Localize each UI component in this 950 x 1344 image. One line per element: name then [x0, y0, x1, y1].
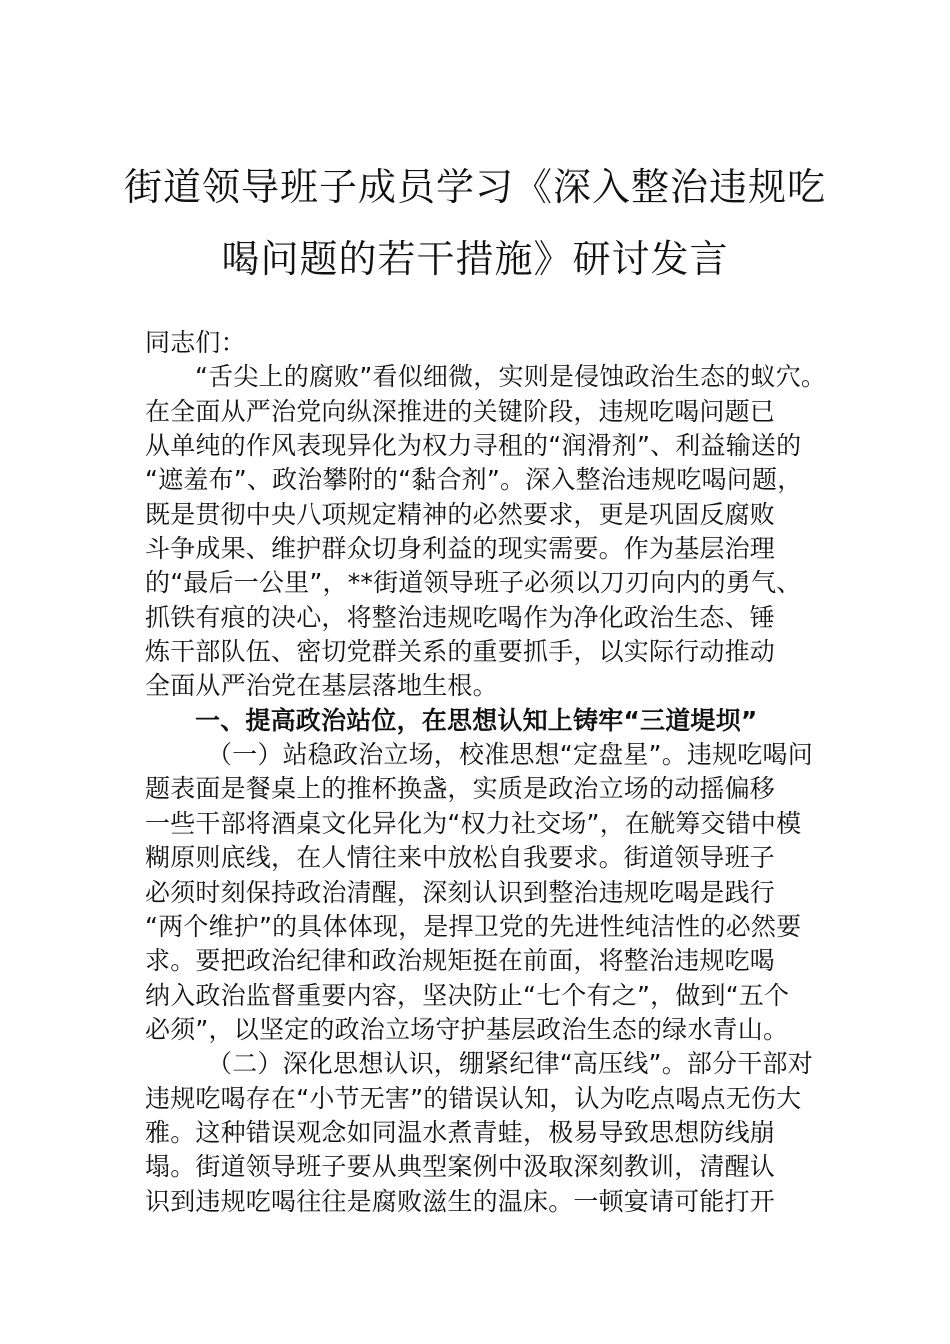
paragraph-line: 一些干部将酒桌文化异化为“权力社交场”，在觥筹交错中模	[145, 808, 802, 838]
paragraph-line: 的“最后一公里”，**街道领导班子必须以刀刃向内的勇气、	[145, 568, 802, 598]
paragraph-line: 求。要把政治纪律和政治规矩挺在前面，将整治违规吃喝	[145, 946, 776, 976]
paragraph-line: 必须”，以坚定的政治立场守护基层政治生态的绿水青山。	[145, 1014, 789, 1044]
paragraph-line: 从单纯的作风表现异化为权力寻租的“润滑剂”、利益输送的	[145, 431, 802, 461]
document-body	[145, 326, 835, 1219]
paragraph-line: 炼干部队伍、密切党群关系的重要抓手，以实际行动推动	[145, 637, 776, 667]
paragraph-line: 塌。街道领导班子要从典型案例中汲取深刻教训，清醒认	[145, 1152, 776, 1182]
section-heading-1: 一、提高政治站位，在思想认知上铸牢“三道堤坝”	[195, 705, 758, 735]
paragraph-line: 纳入政治监督重要内容，坚决防止“七个有之”，做到“五个	[145, 980, 790, 1010]
intro-paragraph	[145, 360, 835, 703]
subsection-2-paragraph	[145, 1047, 835, 1219]
paragraph-line: 雅。这种错误观念如同温水煮青蛙，极易导致思想防线崩	[145, 1117, 776, 1147]
paragraph-line: 抓铁有痕的决心，将整治违规吃喝作为净化政治生态、锤	[145, 602, 776, 632]
document-title-line-1: 街道领导班子成员学习《深入整治违规吃	[123, 165, 826, 209]
paragraph-line: 违规吃喝存在“小节无害”的错误认知，认为吃点喝点无伤大	[145, 1083, 802, 1113]
paragraph-line: “舌尖上的腐败”看似细微，实则是侵蚀政治生态的蚁穴。	[195, 362, 827, 392]
salutation: 同志们：	[145, 328, 246, 357]
paragraph-line: “遮羞布”、政治攀附的“黏合剂”。深入整治违规吃喝问题，	[145, 465, 803, 495]
paragraph-line: （一）站稳政治立场，校准思想“定盘星”。违规吃喝问	[207, 740, 813, 770]
document-title-line-2: 喝问题的若干措施》研讨发言	[221, 237, 729, 281]
paragraph-line: 题表面是餐桌上的推杯换盏，实质是政治立场的动摇偏移	[145, 774, 776, 804]
paragraph-line: 既是贯彻中央八项规定精神的必然要求，更是巩固反腐败	[145, 499, 776, 529]
subsection-1-paragraph	[145, 738, 835, 1047]
paragraph-line: “两个维护”的具体体现，是捍卫党的先进性纯洁性的必然要	[145, 911, 802, 941]
paragraph-line: 在全面从严治党向纵深推进的关键阶段，违规吃喝问题已	[145, 396, 776, 426]
paragraph-line: （二）深化思想认识，绷紧纪律“高压线”。部分干部对	[207, 1049, 813, 1079]
paragraph-line: 斗争成果、维护群众切身利益的现实需要。作为基层治理	[145, 534, 776, 564]
paragraph-line: 全面从严治党在基层落地生根。	[145, 671, 498, 701]
paragraph-line: 糊原则底线，在人情往来中放松自我要求。街道领导班子	[145, 843, 776, 873]
paragraph-line: 识到违规吃喝往往是腐败滋生的温床。一顿宴请可能打开	[145, 1186, 776, 1216]
paragraph-line: 必须时刻保持政治清醒，深刻认识到整治违规吃喝是践行	[145, 877, 776, 907]
